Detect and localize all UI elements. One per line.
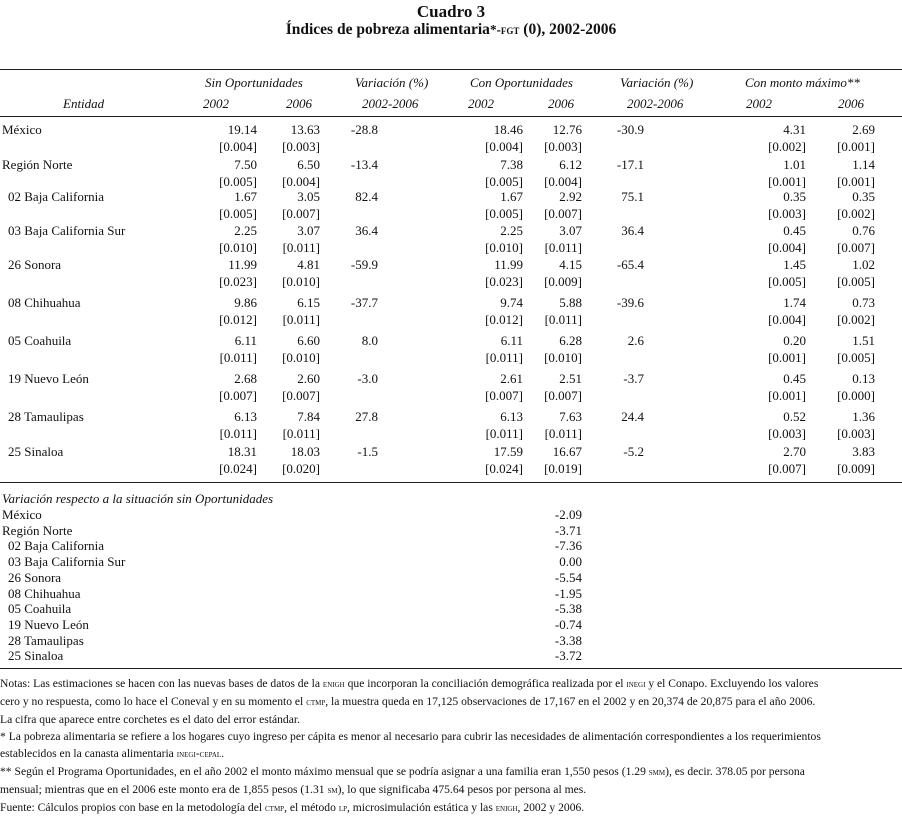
row-entity-name: 28 Tamaulipas <box>8 409 84 424</box>
cell-mon2006: 1.02 <box>852 257 875 272</box>
cell-var2: -17.1 <box>616 157 644 172</box>
header-sin-oportunidades: Sin Oportunidades <box>205 75 303 90</box>
header-monto-2006: 2006 <box>838 96 864 111</box>
cell-var2: -3.7 <box>623 371 644 386</box>
variation-value: -7.36 <box>554 538 582 554</box>
cell-con2002: 9.74 <box>500 295 523 310</box>
cell-std-error: [0.005] <box>219 174 257 189</box>
cell-var1: -28.8 <box>350 122 378 137</box>
variation-entity-name: 08 Chihuahua <box>8 585 81 601</box>
cell-mon2002: 1.74 <box>783 295 806 310</box>
cell-sin2002: 1.67 <box>234 189 257 204</box>
header-sin-2006: 2006 <box>286 96 312 111</box>
cell-mon2002: 0.45 <box>783 223 806 238</box>
row-entity-name: Región Norte <box>2 157 73 172</box>
cell-std-error: [0.010] <box>282 350 320 365</box>
cell-var2: 36.4 <box>621 223 644 238</box>
cell-std-error: [0.000] <box>837 388 875 403</box>
cell-con2002: 2.25 <box>500 223 523 238</box>
cell-con2006: 2.92 <box>559 189 582 204</box>
subtitle-range: (0), 2002-2006 <box>519 21 617 38</box>
cell-var1: 82.4 <box>355 189 378 204</box>
cell-std-error: [0.005] <box>485 174 523 189</box>
cell-con2002: 6.11 <box>500 333 523 348</box>
cell-sin2002: 18.31 <box>227 444 257 459</box>
header-con-monto-maximo: Con monto máximo** <box>745 75 860 90</box>
header-var1-range: 2002-2006 <box>362 96 419 111</box>
row-entity-name: 25 Sinaloa <box>8 444 64 459</box>
cell-std-error: [0.012] <box>485 312 523 327</box>
cell-var2: -65.4 <box>616 257 644 272</box>
cell-std-error: [0.011] <box>544 240 582 255</box>
variation-value: -5.38 <box>554 601 582 617</box>
cell-std-error: [0.007] <box>282 388 320 403</box>
cell-var2: 2.6 <box>627 333 644 348</box>
cell-con2006: 6.12 <box>559 157 582 172</box>
cell-std-error: [0.011] <box>485 426 523 441</box>
cell-std-error: [0.002] <box>837 312 875 327</box>
cell-con2002: 6.13 <box>500 409 523 424</box>
cell-std-error: [0.010] <box>485 240 523 255</box>
cell-std-error: [0.011] <box>485 350 523 365</box>
cell-std-error: [0.004] <box>219 139 257 154</box>
cell-sin2006: 6.50 <box>297 157 320 172</box>
variation-value: -0.74 <box>554 616 582 632</box>
note-line: * La pobreza alimentaria se refiere a los hogares cuyo ingreso per cápita es menor al necesario para cubrir las necesidades de alimentación correspondientes a los requerimientos <box>0 730 821 743</box>
cell-mon2006: 1.36 <box>852 409 875 424</box>
note-line: ** Según el Programa Oportunidades, en el año 2002 el monto máximo mensual que se podría asignar a una familia eran 1,550 pesos (1.29 smm), es decir. 378.05 por persona <box>0 765 805 778</box>
cell-sin2002: 9.86 <box>234 295 257 310</box>
top-rule <box>0 69 902 70</box>
variation-value: -2.09 <box>554 507 582 522</box>
cell-std-error: [0.011] <box>544 312 582 327</box>
cell-std-error: [0.019] <box>544 461 582 476</box>
cell-std-error: [0.004] <box>544 174 582 189</box>
cell-mon2002: 0.20 <box>783 333 806 348</box>
cell-std-error: [0.005] <box>485 206 523 221</box>
cell-con2002: 2.61 <box>500 371 523 386</box>
cell-std-error: [0.011] <box>282 312 320 327</box>
cell-sin2002: 11.99 <box>228 257 257 272</box>
cell-std-error: [0.011] <box>219 350 257 365</box>
cell-mon2006: 0.76 <box>852 223 875 238</box>
row-entity-name: México <box>2 122 42 137</box>
cell-con2002: 11.99 <box>494 257 523 272</box>
note-line: mensual; mientras que en el 2006 este monto era de 1,855 pesos (1.31 sm), lo que significaba 475.64 pesos por persona al mes. <box>0 783 587 796</box>
header-monto-2002: 2002 <box>746 96 772 111</box>
cell-std-error: [0.003] <box>544 139 582 154</box>
variation-entity-name: México <box>2 507 42 522</box>
subtitle-fgt: *-fgt <box>489 22 520 37</box>
cell-sin2002: 6.11 <box>234 333 257 348</box>
cell-std-error: [0.003] <box>768 426 806 441</box>
cell-std-error: [0.007] <box>837 240 875 255</box>
cell-sin2006: 18.03 <box>290 444 320 459</box>
cell-mon2002: 0.45 <box>783 371 806 386</box>
variation-entity-name: 25 Sinaloa <box>8 648 64 664</box>
table-subtitle <box>0 21 902 39</box>
cell-std-error: [0.003] <box>282 139 320 154</box>
cell-mon2006: 1.51 <box>852 333 875 348</box>
cell-std-error: [0.003] <box>837 426 875 441</box>
header-con-2006: 2006 <box>548 96 574 111</box>
cell-sin2006: 6.60 <box>297 333 320 348</box>
cell-std-error: [0.005] <box>837 274 875 289</box>
header-sin-2002: 2002 <box>203 96 229 111</box>
variation-entity-name: 02 Baja California <box>8 538 105 554</box>
header-rule <box>0 116 902 117</box>
cell-std-error: [0.007] <box>768 461 806 476</box>
cell-std-error: [0.023] <box>485 274 523 289</box>
cell-con2002: 1.67 <box>500 189 523 204</box>
cell-std-error: [0.011] <box>282 426 320 441</box>
cell-mon2006: 0.35 <box>852 189 875 204</box>
header-var2-range: 2002-2006 <box>627 96 684 111</box>
cell-sin2006: 4.81 <box>297 257 320 272</box>
cell-std-error: [0.010] <box>282 274 320 289</box>
cell-std-error: [0.004] <box>485 139 523 154</box>
cell-std-error: [0.001] <box>768 174 806 189</box>
cell-var1: 8.0 <box>361 333 378 348</box>
row-entity-name: 19 Nuevo León <box>8 371 89 386</box>
cell-std-error: [0.007] <box>219 388 257 403</box>
header-variacion-1: Variación (%) <box>355 75 429 90</box>
cell-con2006: 4.15 <box>559 257 582 272</box>
notes <box>0 675 902 817</box>
cell-con2006: 16.67 <box>552 444 582 459</box>
cell-std-error: [0.004] <box>768 240 806 255</box>
cell-var1: -37.7 <box>350 295 378 310</box>
cell-mon2002: 4.31 <box>783 122 806 137</box>
cell-std-error: [0.011] <box>544 426 582 441</box>
cell-var2: 24.4 <box>621 409 644 424</box>
cell-mon2002: 0.35 <box>783 189 806 204</box>
cell-mon2002: 1.01 <box>783 157 806 172</box>
variation-value: 0.00 <box>559 554 582 570</box>
cell-var2: 75.1 <box>621 189 644 204</box>
cell-mon2006: 0.73 <box>852 295 875 310</box>
row-entity-name: 08 Chihuahua <box>8 295 81 310</box>
cell-std-error: [0.010] <box>544 350 582 365</box>
variation-value: -3.71 <box>554 522 582 538</box>
cell-var1: -59.9 <box>350 257 378 272</box>
cell-var2: -30.9 <box>616 122 644 137</box>
cell-con2006: 12.76 <box>552 122 582 137</box>
cell-std-error: [0.007] <box>485 388 523 403</box>
cell-std-error: [0.007] <box>544 206 582 221</box>
cell-con2002: 7.38 <box>500 157 523 172</box>
cell-mon2006: 3.83 <box>852 444 875 459</box>
cell-mon2006: 0.13 <box>852 371 875 386</box>
cell-std-error: [0.002] <box>837 206 875 221</box>
cell-sin2002: 2.68 <box>234 371 257 386</box>
cell-sin2002: 6.13 <box>234 409 257 424</box>
header-entidad: Entidad <box>63 96 105 111</box>
cell-sin2002: 19.14 <box>227 122 257 137</box>
cell-sin2006: 3.07 <box>297 223 320 238</box>
variation-value: -3.72 <box>554 648 582 664</box>
cell-std-error: [0.023] <box>219 274 257 289</box>
cell-mon2002: 0.52 <box>783 409 806 424</box>
cell-std-error: [0.024] <box>485 461 523 476</box>
variation-entity-name: 05 Coahuila <box>8 601 72 617</box>
cell-con2006: 5.88 <box>559 295 582 310</box>
cell-std-error: [0.001] <box>837 174 875 189</box>
cell-std-error: [0.010] <box>219 240 257 255</box>
cell-var1: -3.0 <box>357 371 378 386</box>
cell-sin2006: 3.05 <box>297 189 320 204</box>
cell-std-error: [0.001] <box>837 139 875 154</box>
cell-std-error: [0.004] <box>768 312 806 327</box>
cell-std-error: [0.001] <box>768 388 806 403</box>
cell-con2006: 3.07 <box>559 223 582 238</box>
table-title: Cuadro 3 <box>416 2 486 21</box>
cell-std-error: [0.020] <box>282 461 320 476</box>
cell-con2002: 18.46 <box>493 122 523 137</box>
note-line: La cifra que aparece entre corchetes es el dato del error estándar. <box>0 713 300 726</box>
variation-value: -3.38 <box>554 632 582 648</box>
variation-entity-name: Región Norte <box>2 522 73 538</box>
note-line: Fuente: Cálculos propios con base en la metodología del ctmp, el método lp, microsimulación estática y las enigh, 2002 y 2006. <box>0 801 585 814</box>
cell-mon2006: 1.14 <box>852 157 875 172</box>
cell-sin2006: 13.63 <box>290 122 320 137</box>
row-entity-name: 05 Coahuila <box>8 333 72 348</box>
cell-std-error: [0.001] <box>768 350 806 365</box>
cell-std-error: [0.005] <box>837 350 875 365</box>
note-line: establecidos en la canasta alimentaria inegi-cepal. <box>0 747 225 760</box>
cell-mon2006: 2.69 <box>852 122 875 137</box>
variation-section-title: Variación respecto a la situación sin Oportunidades <box>2 491 274 506</box>
cell-var1: 36.4 <box>355 223 378 238</box>
cell-sin2002: 7.50 <box>234 157 257 172</box>
cell-con2006: 6.28 <box>559 333 582 348</box>
variation-value: -1.95 <box>554 585 582 601</box>
cell-std-error: [0.011] <box>282 240 320 255</box>
table-bottom-rule <box>0 482 902 483</box>
cell-var1: -13.4 <box>350 157 378 172</box>
cell-std-error: [0.009] <box>837 461 875 476</box>
cell-sin2006: 7.84 <box>297 409 320 424</box>
variation-entity-name: 19 Nuevo León <box>8 616 89 632</box>
cell-var1: 27.8 <box>355 409 378 424</box>
cell-std-error: [0.012] <box>219 312 257 327</box>
cell-sin2006: 6.15 <box>297 295 320 310</box>
cell-sin2002: 2.25 <box>234 223 257 238</box>
header-con-2002: 2002 <box>468 96 494 111</box>
cell-con2002: 17.59 <box>493 444 523 459</box>
cell-std-error: [0.009] <box>544 274 582 289</box>
cell-var2: -5.2 <box>623 444 644 459</box>
header-variacion-2: Variación (%) <box>620 75 694 90</box>
subtitle-text: Índices de pobreza alimentaria <box>285 21 490 38</box>
cell-std-error: [0.003] <box>768 206 806 221</box>
cell-sin2006: 2.60 <box>297 371 320 386</box>
row-entity-name: 26 Sonora <box>8 257 62 272</box>
cell-std-error: [0.002] <box>768 139 806 154</box>
row-entity-name: 03 Baja California Sur <box>8 223 126 238</box>
cell-mon2002: 2.70 <box>783 444 806 459</box>
cell-var1: -1.5 <box>357 444 378 459</box>
variation-entity-name: 03 Baja California Sur <box>8 554 126 570</box>
cell-std-error: [0.005] <box>219 206 257 221</box>
note-line: cero y no respuesta, como lo hace el Coneval y en su momento el ctmp, la muestra queda en 17,125 observaciones de 17,167 en el 2002 y en 20,374 de 20,875 para el año 2006. <box>0 695 816 708</box>
note-line: Notas: Las estimaciones se hacen con las nuevas bases de datos de la enigh que incorporan la conciliación demográfica realizada por el inegi y el Conapo. Excluyendo los valores <box>0 677 819 690</box>
cell-std-error: [0.011] <box>219 426 257 441</box>
cell-con2006: 2.51 <box>559 371 582 386</box>
variation-value: -5.54 <box>554 569 582 585</box>
cell-std-error: [0.007] <box>544 388 582 403</box>
variation-entity-name: 26 Sonora <box>8 569 62 585</box>
cell-std-error: [0.005] <box>768 274 806 289</box>
cell-std-error: [0.004] <box>282 174 320 189</box>
cell-std-error: [0.007] <box>282 206 320 221</box>
header-con-oportunidades: Con Oportunidades <box>470 75 573 90</box>
row-entity-name: 02 Baja California <box>8 189 105 204</box>
cell-var2: -39.6 <box>616 295 644 310</box>
cell-std-error: [0.024] <box>219 461 257 476</box>
variation-entity-name: 28 Tamaulipas <box>8 632 84 648</box>
notes-rule <box>0 668 902 669</box>
cell-mon2002: 1.45 <box>783 257 806 272</box>
cell-con2006: 7.63 <box>559 409 582 424</box>
